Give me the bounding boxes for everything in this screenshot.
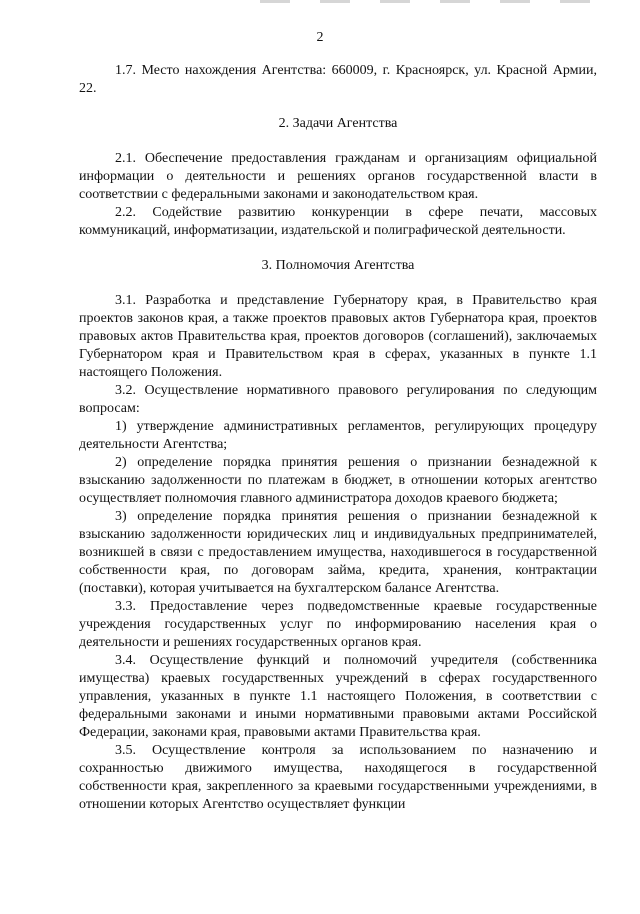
paragraph-3-2: 3.2. Осуществление нормативного правового регулирования по следующим вопросам: bbox=[79, 383, 597, 416]
page-number: 2 bbox=[316, 30, 324, 45]
paragraph-3-3: 3.3. Предоставление через подведомственные краевые государственные учреждения государственных услуг по информированию населения края о деятельности и решениях государственных органов края. bbox=[79, 599, 597, 650]
paragraph-3-4: 3.4. Осуществление функций и полномочий учредителя (собственника имущества) краевых государственных учреждений в сферах государственного управления, указанных в пункте 1.1 настоящего Положения, в соответствии с федеральными законами и иными нормативными правовыми актами Российской Федерации, законами края, правовыми актами Правительства края. bbox=[79, 653, 597, 740]
paragraph-2-2: 2.2. Содействие развитию конкуренции в сфере печати, массовых коммуникаций, информатизации, издательской и полиграфической деятельности. bbox=[79, 205, 597, 238]
scan-artifact bbox=[260, 0, 600, 3]
paragraph-3-5: 3.5. Осуществление контроля за использованием по назначению и сохранностью движимого имущества, находящегося в государственной собственности края, закрепленного за краевыми государственными учреждениями, в отношении которых Агентство осуществляет функции bbox=[79, 743, 597, 812]
list-item-2: 2) определение порядка принятия решения о признании безнадежной к взысканию задолженности по платежам в бюджет, в отношении которых агентство осуществляет полномочия главного администратора доходов краевого бюджета; bbox=[79, 455, 597, 506]
paragraph-2-1: 2.1. Обеспечение предоставления гражданам и организациям официальной информации о деятельности и решениях органов государственной власти в соответствии с федеральными законами и законодательством края. bbox=[79, 151, 597, 202]
document-body bbox=[79, 62, 597, 814]
paragraph-3-1: 3.1. Разработка и представление Губернатору края, в Правительство края проектов законов края, а также проектов правовых актов Губернатора края, проектов правовых актов Правительства края, проектов договоров (соглашений), заключаемых Губернатором края и Правительством края в сферах, указанных в пункте 1.1 настоящего Положения. bbox=[79, 293, 597, 380]
paragraph-1-7: 1.7. Место нахождения Агентства: 660009, г. Красноярск, ул. Красной Армии, 22. bbox=[79, 63, 597, 96]
section-heading-powers: 3. Полномочия Агентства bbox=[261, 258, 415, 273]
list-item-1: 1) утверждение административных регламентов, регулирующих процедуру деятельности Агентства; bbox=[79, 419, 597, 452]
section-heading-tasks: 2. Задачи Агентства bbox=[278, 116, 398, 131]
list-item-3: 3) определение порядка принятия решения о признании безнадежной к взысканию задолженности юридических лиц и индивидуальных предпринимателей, возникшей в связи с предоставлением имущества, находившегося в государственной собственности края, по договорам займа, кредита, хранения, контрактации (поставки), которая учитывается на бухгалтерском балансе Агентства. bbox=[79, 509, 597, 596]
